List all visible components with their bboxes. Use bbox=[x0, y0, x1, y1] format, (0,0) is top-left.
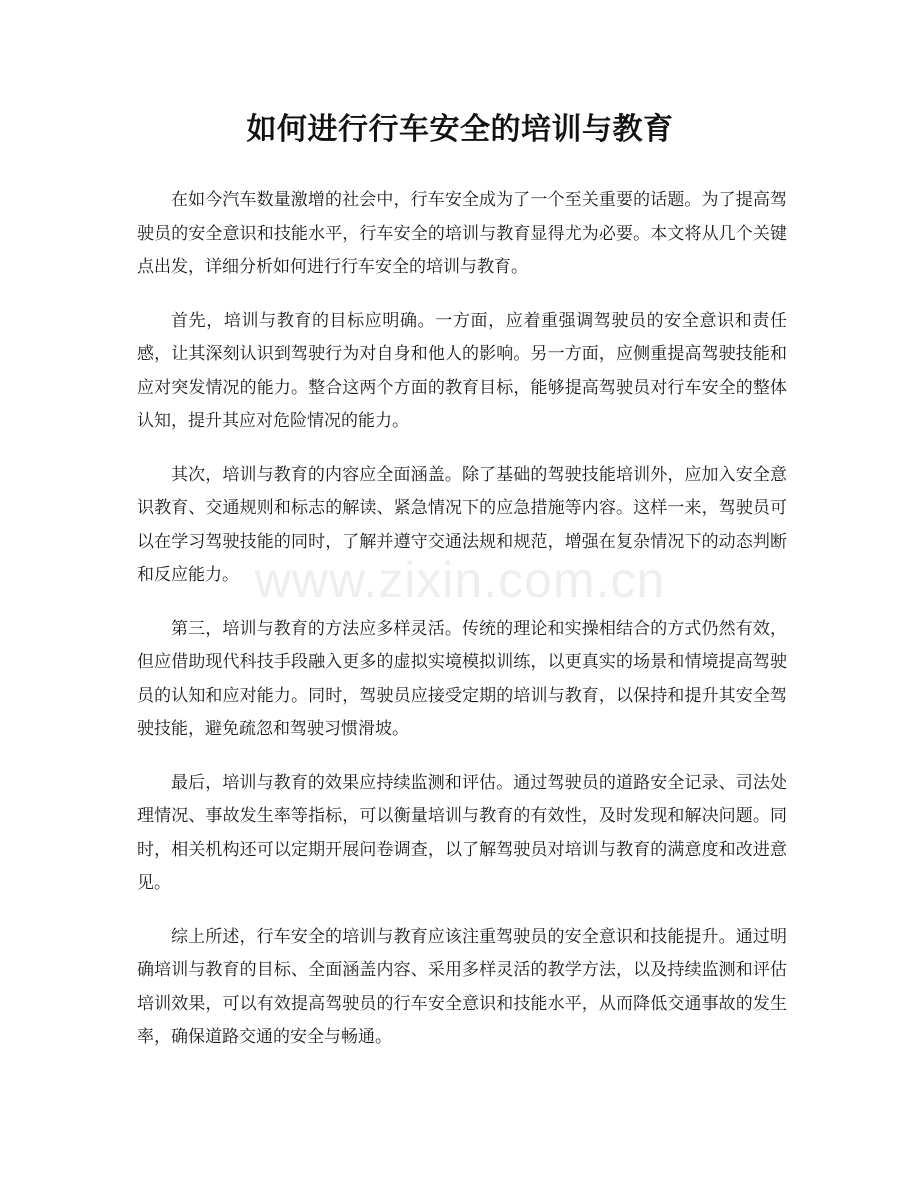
paragraph-evaluation: 最后，培训与教育的效果应持续监测和评估。通过驾驶员的道路安全记录、司法处理情况、事故发生率等指标，可以衡量培训与教育的有效性，及时发现和解决问题。同时，相关机构还可以定期开展问卷调查，以了解驾驶员对培训与教育的满意度和改进意见。 bbox=[137, 772, 787, 893]
paragraph-methods: 第三，培训与教育的方法应多样灵活。传统的理论和实操相结合的方式仍然有效，但应借助现代科技手段融入更多的虚拟实境模拟训练，以更真实的场景和情境提高驾驶员的认知和应对能力。同时，驾驶员应接受定期的培训与教育，以保持和提升其安全驾驶技能，避免疏忽和驾驶习惯滑坡。 bbox=[137, 618, 787, 739]
paragraph-goals: 首先，培训与教育的目标应明确。一方面，应着重强调驾驶员的安全意识和责任感，让其深刻认识到驾驶行为对自身和他人的影响。另一方面，应侧重提高驾驶技能和应对突发情况的能力。整合这两个方面的教育目标，能够提高驾驶员对行车安全的整体认知，提升其应对危险情况的能力。 bbox=[137, 310, 787, 431]
paragraph-intro: 在如今汽车数量激增的社会中，行车安全成为了一个至关重要的话题。为了提高驾驶员的安全意识和技能水平，行车安全的培训与教育显得尤为必要。本文将从几个关键点出发，详细分析如何进行行车安全的培训与教育。 bbox=[137, 190, 787, 277]
watermark: www.zixin.com.cn bbox=[254, 552, 666, 608]
document-body bbox=[137, 184, 787, 1075]
document-title: 如何进行行车安全的培训与教育 bbox=[246, 112, 674, 147]
paragraph-conclusion: 综上所述，行车安全的培训与教育应该注重驾驶员的安全意识和技能提升。通过明确培训与教育的目标、全面涵盖内容、采用多样灵活的教学方法，以及持续监测和评估培训效果，可以有效提高驾驶员的行车安全意识和技能水平，从而降低交通事故的发生率，确保道路交通的安全与畅通。 bbox=[137, 926, 787, 1047]
paragraph-content: 其次，培训与教育的内容应全面涵盖。除了基础的驾驶技能培训外，应加入安全意识教育、交通规则和标志的解读、紧急情况下的应急措施等内容。这样一来，驾驶员可以在学习驾驶技能的同时，了解并遵守交通法规和规范，增强在复杂情况下的动态判断和反应能力。 bbox=[137, 464, 787, 585]
